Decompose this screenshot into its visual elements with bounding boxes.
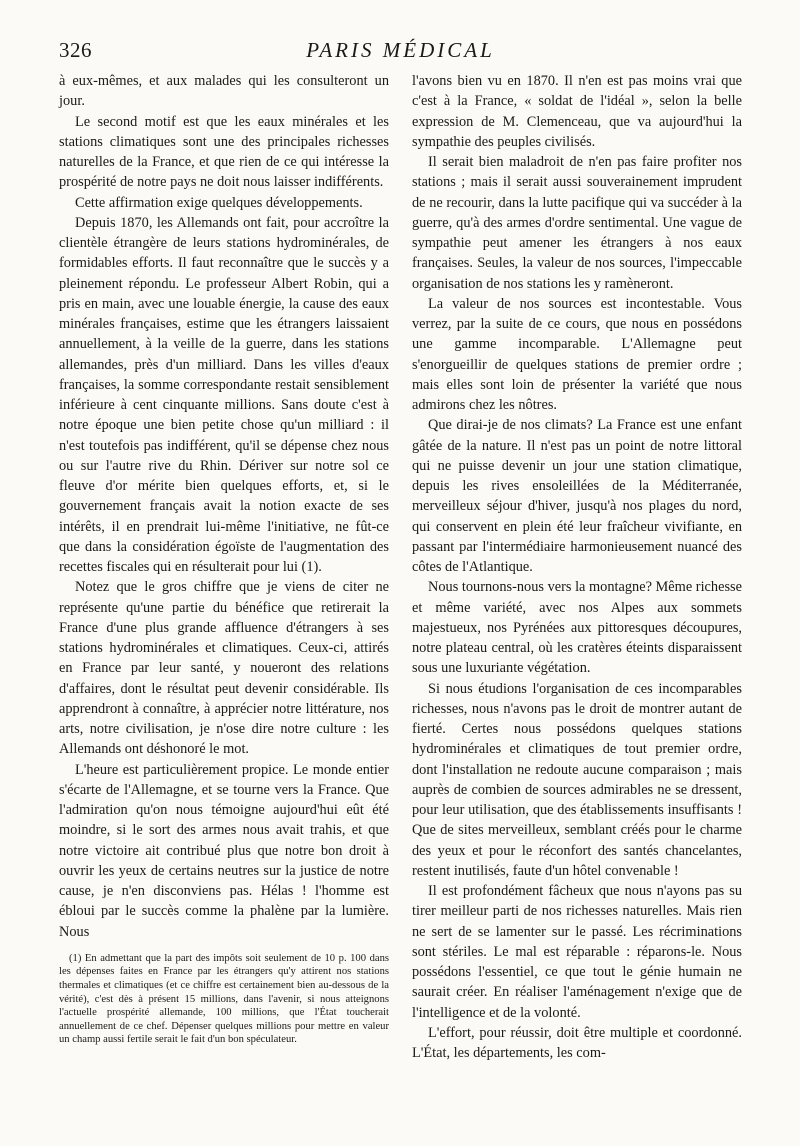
right-column — [412, 71, 742, 1063]
paragraph: à eux-mêmes, et aux malades qui les consulteront un jour. — [59, 73, 389, 110]
paragraph: Si nous étudions l'organisation de ces incomparables richesses, nous n'avons pas le droit de montrer autant de fierté. Certes nous possédons quelques stations hydrominérales et climatiques de tout premier ordre, dont l'installation ne redoute aucune comparaison ; mais auprès de combien de sources admirables ne se dressent, pour leur utilisation, que des établissements insuffisants ! Que de sites merveilleux, semblant créés pour le charme des yeux et pour le réconfort des santés chancelantes, restent inutilisés, faute d'un hôtel convenable ! — [412, 680, 742, 879]
paragraph: Il serait bien maladroit de n'en pas faire profiter nos stations ; mais il serait aussi souverainement imprudent de ne recourir, dans la lutte pacifique qui va succéder à la guerre, qu'à des armes d'ordre sentimental. Une vague de sympathie peut amener les étrangers à nos eaux françaises. Seules, la valeur de nos sources, l'impeccable organisation de nos stations les y ramèneront. — [412, 154, 742, 292]
page-header — [59, 38, 742, 68]
paragraph: L'heure est particulièrement propice. Le monde entier s'écarte de l'Allemagne, et se tourne vers la France. Que l'admiration qu'on nous témoigne aujourd'hui eût été moindre, si le sort des armes nous avait trahis, et que notre victoire ait contribué plus que notre bon droit à ouvrir les yeux de certains neutres sur la justice de notre cause, je n'en disconviens pas. Hélas ! l'homme est ébloui par le succès comme la phalène par la lumière. Nous — [59, 761, 389, 940]
paragraph: l'avons bien vu en 1870. Il n'en est pas moins vrai que c'est à la France, « soldat de l'idéal », selon la belle expression de M. Clemenceau, que va aujourd'hui la sympathie des peuples civilisés. — [412, 73, 742, 150]
paragraph: Il est profondément fâcheux que nous n'ayons pas su tirer meilleur parti de nos richesses naturelles. Mais rien ne sert de se lamenter sur le passé. Les récriminations sont stériles. Le mal est réparable : réparons-le. Nous possédons l'essentiel, ce que tout le génie humain ne saurait créer. En réaliser l'aménagement n'exige que de l'intelligence et de la volonté. — [412, 883, 742, 1021]
paragraph: Depuis 1870, les Allemands ont fait, pour accroître la clientèle étrangère de leurs stations hydrominérales, de formidables efforts. Il faut reconnaître que le succès y a pleinement répondu. Le professeur Albert Robin, qui a pris en main, avec une louable énergie, la cause des eaux minérales françaises, estime que les étrangers laissaient annuellement, à la veille de la guerre, dans les stations allemandes, près d'un milliard. Dans les villes d'eaux françaises, la somme correspondante restait sensiblement inférieure à cent cinquante millions. Sans doute c'est à notre époque une bien petite chose qu'un milliard : il n'est toutefois pas indifférent, qu'il se dépense chez nous ou sur l'autre rive du Rhin. Dériver sur notre sol ce fleuve d'or mérite bien quelques efforts, et, si le gouvernement français avait la notion exacte de ses intérêts, il en prendrait lui-même l'initiative, ne fût-ce que dans la considération égoïste de l'augmentation des recettes fiscales qui en résulterait pour lui (1). — [59, 214, 389, 575]
paragraph: Que dirai-je de nos climats? La France est une enfant gâtée de la nature. Il n'est pas un point de notre littoral qui ne puisse devenir un jour une station climatique, depuis les rives ensoleillées de la Méditerranée, merveilleux séjour d'hiver, jusqu'à nos plages du nord, qui conservent en plein été leur fraîcheur vivifiante, en passant par l'intermédiaire harmonieusement nuancé des côtes de l'Atlantique. — [412, 417, 742, 575]
page-number: 326 — [59, 38, 92, 62]
paragraph: La valeur de nos sources est incontestable. Vous verrez, par la suite de ce cours, que nous en possédons une gamme incomparable. L'Allemagne peut s'enorgueillir de quelques stations de premier ordre ; mais elles sont loin de présenter la variété que nous admirons chez les nôtres. — [412, 295, 742, 413]
paragraph: L'effort, pour réussir, doit être multiple et coordonné. L'État, les départements, les com- — [412, 1024, 742, 1061]
paragraph: Le second motif est que les eaux minérales et les stations climatiques sont une des principales richesses naturelles de la France, et que rien de ce qui intéresse la prospérité de notre pays ne doit nous laisser indifférents. — [59, 113, 389, 191]
journal-title: PARIS MÉDICAL — [306, 38, 495, 62]
left-column — [59, 71, 389, 1047]
paragraph: Nous tournons-nous vers la montagne? Même richesse et même variété, avec nos Alpes aux sommets majestueux, nos Pyrénées aux pittoresques découpures, notre plateau central, où les cratères éteints disparaissent sous une luxuriante végétation. — [412, 579, 742, 677]
paragraph: Cette affirmation exige quelques développements. — [75, 194, 363, 211]
paragraph: Notez que le gros chiffre que je viens de citer ne représente qu'une partie du bénéfice que retirerait la France d'une plus grande affluence d'étrangers à ses stations hydrominérales et climatiques. Ceux-ci, attirés en France par leur santé, y noueront des relations d'affaires, dont le résultat peut devenir considérable. Ils apprendront à connaître, à apprécier notre littérature, nos arts, notre civilisation, je n'ose dire notre culture : les Allemands ont déshonoré le mot. — [59, 579, 389, 758]
footnote: (1) En admettant que la part des impôts soit seulement de 10 p. 100 dans les dépenses faites en France par les étrangers qu'y attirent nos stations thermales et climatiques (et ce chiffre est certainement bien au-dessous de la vérité), c'est dès à présent 15 millions, dans l'avenir, si nous atteignons l'actuelle prospérité allemande, 100 millions, que l'État toucherait annuellement de ce chef. Dépenser quelques millions pour mettre en valeur un champ aussi fertile serait le fait d'un bon spéculateur. — [59, 952, 389, 1046]
